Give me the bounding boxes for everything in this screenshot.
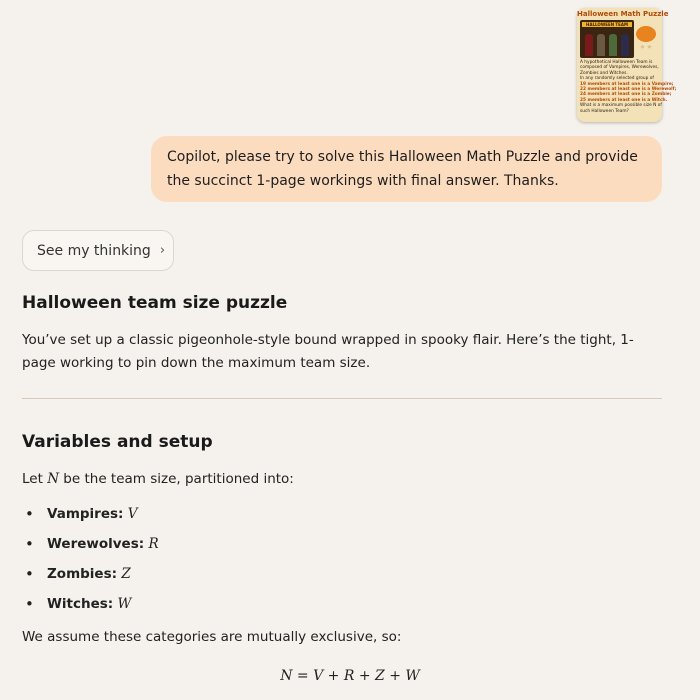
pumpkin-icon (636, 26, 656, 42)
category-label: Zombies: (47, 566, 118, 582)
witch-figure (621, 34, 629, 56)
attachment-line: 24 members at least one is a Zombie; (580, 92, 672, 98)
zombie-figure (609, 34, 617, 56)
category-list (22, 503, 159, 623)
attachment-line: What is a maximum possible size N of (580, 103, 662, 109)
attachment-line: 19 members at least one is a Vampire; (580, 81, 674, 87)
sum-equation: N = V + R + Z + W (280, 668, 420, 684)
chevron-right-icon: › (159, 243, 166, 258)
category-variable: V (127, 506, 138, 522)
response-heading-setup: Variables and setup (22, 432, 213, 452)
assumption-text: We assume these categories are mutually exclusive, so: (22, 629, 402, 645)
attachment-banner (580, 20, 634, 58)
werewolf-figure (597, 34, 605, 56)
attachment-line: such Halloween Team? (580, 108, 629, 114)
setup-suffix: be the team size, partitioned into: (63, 471, 294, 487)
attachment-title: Halloween Math Puzzle (577, 10, 669, 18)
see-my-thinking-button[interactable] (22, 230, 174, 271)
user-message-bubble: Copilot, please try to solve this Halloween Math Puzzle and provide the succinct 1-page workings with final answer. Thanks. (151, 136, 662, 202)
section-divider (22, 398, 662, 399)
list-item (22, 563, 159, 593)
list-item (22, 533, 159, 563)
attachment-line: A hypothetical Halloween Team is (580, 60, 653, 65)
response-heading-title: Halloween team size puzzle (22, 293, 288, 313)
category-label: Witches: (47, 596, 114, 612)
attachment-banner-label: HALLOWEEN TEAM (582, 22, 632, 27)
vampire-figure (585, 34, 593, 56)
setup-text (22, 468, 662, 491)
attachment-line: 25 members at least one is a Witch. (580, 97, 668, 103)
attachment-line: In any randomly selected group of (580, 76, 654, 82)
setup-prefix: Let (22, 471, 43, 487)
attachment-text (580, 60, 677, 114)
list-item (22, 503, 159, 533)
category-variable: Z (121, 566, 131, 582)
category-variable: W (117, 596, 132, 612)
attachment-line: Zombies and Witches. (580, 70, 628, 76)
list-item (22, 593, 159, 623)
category-label: Vampires: (47, 506, 124, 522)
bats-decoration: ✧ ✧ (640, 44, 652, 51)
attachment-thumbnail[interactable] (577, 8, 677, 122)
see-my-thinking-label: See my thinking (37, 242, 151, 259)
attachment-line: composed of Vampires, Werewolves, (580, 65, 659, 71)
setup-variable: N (47, 471, 59, 487)
response-intro: You’ve set up a classic pigeonhole-style bound wrapped in spooky flair. Here’s the tight, 1-page working to pin down the maximum team size. (22, 332, 634, 371)
category-variable: R (148, 536, 159, 552)
category-label: Werewolves: (47, 536, 145, 552)
attachment-line: 22 members at least one is a Werewolf; (580, 87, 677, 93)
